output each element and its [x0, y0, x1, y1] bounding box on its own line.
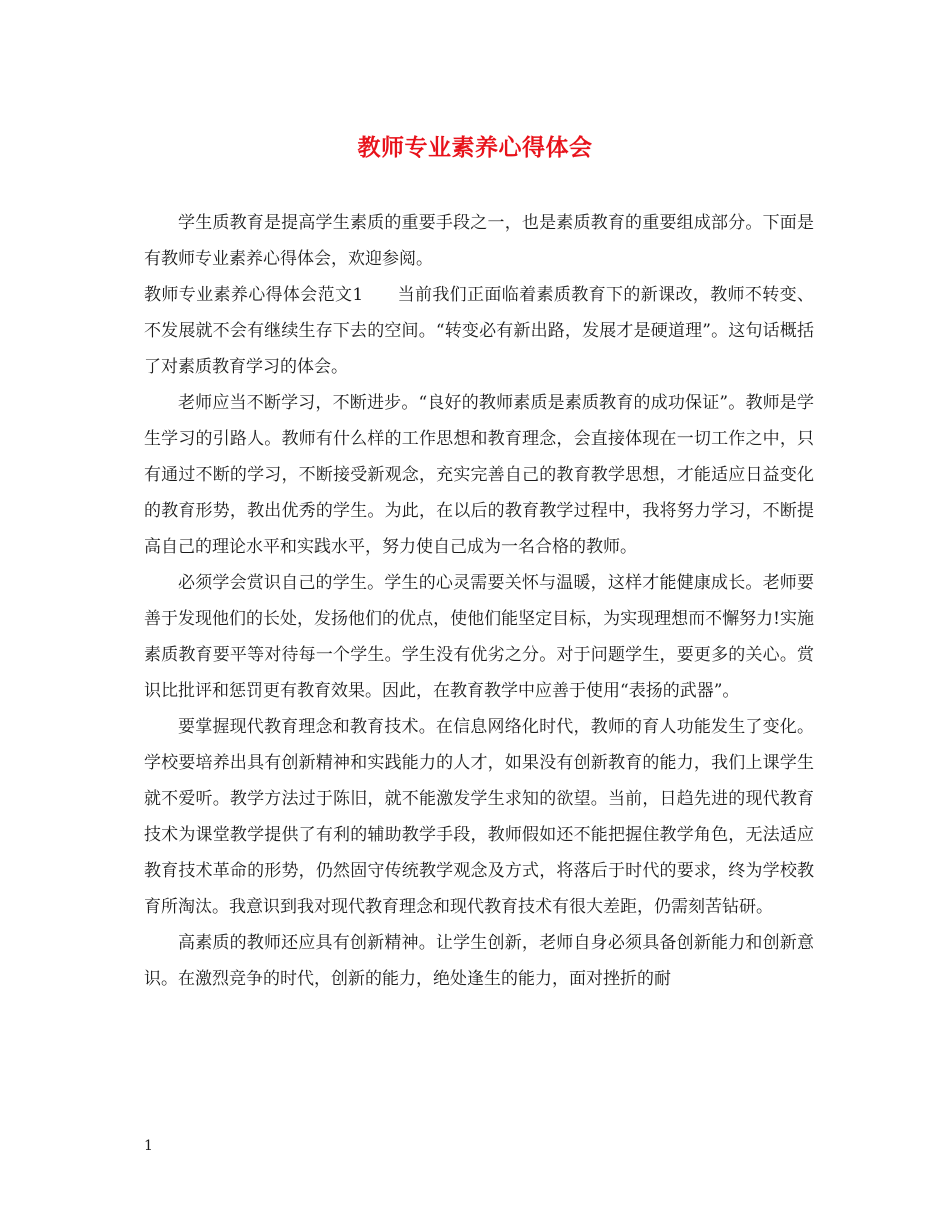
- page-number: 1: [144, 1138, 153, 1154]
- paragraph-2: 必须学会赏识自己的学生。学生的心灵需要关怀与温暖，这样才能健康成长。老师要善于发现他们的长处，发扬他们的优点，使他们能坚定目标，为实现理想而不懈努力!实施素质教育要平等对待每一个学生。学生没有优劣之分。对于问题学生，要更多的关心。赏识比批评和惩罚更有教育效果。因此，在教育教学中应善于使用“表扬的武器”。: [144, 573, 814, 701]
- intro-paragraph: 学生质教育是提高学生素质的重要手段之一，也是素质教育的重要组成部分。下面是有教师专业素养心得体会，欢迎参阅。: [144, 213, 814, 269]
- paragraph-1: 老师应当不断学习，不断进步。“良好的教师素质是素质教育的成功保证”。教师是学生学习的引路人。教师有什么样的工作思想和教育理念，会直接体现在一切工作之中，只有通过不断的学习，不断接受新观念，充实完善自己的教育教学思想，才能适应日益变化的教育形势，教出优秀的学生。为此，在以后的教育教学过程中，我将努力学习，不断提高自己的理论水平和实践水平，努力使自己成为一名合格的教师。: [144, 393, 814, 557]
- document-body: [144, 205, 814, 997]
- paragraph-3: 要掌握现代教育理念和教育技术。在信息网络化时代，教师的育人功能发生了变化。学校要培养出具有创新精神和实践能力的人才，如果没有创新教育的能力，我们上课学生就不爱听。教学方法过于陈旧，就不能激发学生求知的欲望。当前，日趋先进的现代教育技术为课堂教学提供了有利的辅助教学手段，教师假如还不能把握住教学角色，无法适应教育技术革命的形势，仍然固守传统教学观念及方式，将落后于时代的要求，终为学校教育所淘汰。我意识到我对现代教育理念和现代教育技术有很大差距，仍需刻苦钻研。: [144, 717, 814, 917]
- paragraph-4: 高素质的教师还应具有创新精神。让学生创新，老师自身必须具备创新能力和创新意识。在激烈竞争的时代，创新的能力，绝处逢生的能力，面对挫折的耐: [144, 933, 814, 989]
- document-title: 教师专业素养心得体会: [357, 134, 593, 161]
- section-label: 教师专业素养心得体会范文1: [144, 285, 364, 305]
- section-text: 当前我们正面临着素质教育下的新课改，教师不转变、不发展就不会有继续生存下去的空间。“转变必有新出路，发展才是硬道理”。这句话概括了对素质教育学习的体会。: [144, 285, 814, 377]
- section-paragraph: [144, 277, 814, 385]
